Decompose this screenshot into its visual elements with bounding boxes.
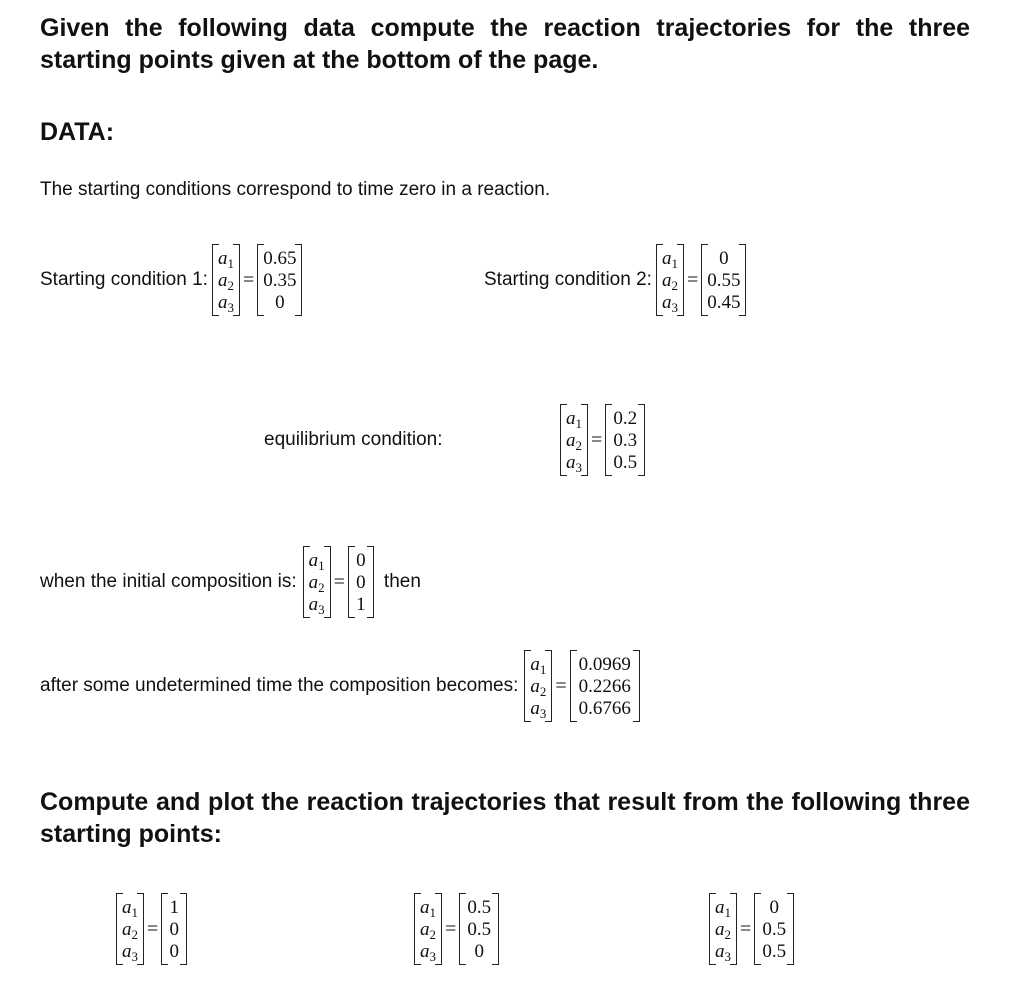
starting-point-3 [709,893,794,965]
equilibrium-condition-label: equilibrium condition: [264,429,443,450]
equilibrium-condition [560,404,645,476]
final-composition [40,650,640,722]
final-composition-values: 0.0969 0.2266 0.6766 [570,650,640,722]
variable-vector: $a_1$ $a_2$ $a_3$ [303,546,331,618]
equals-sign: = [591,428,603,451]
variable-vector: $a_1$ $a_2$ $a_3$ [212,244,240,316]
equals-sign: = [686,268,699,291]
starting-point-3-values: 0 0.5 0.5 [754,893,794,965]
starting-point-2-values: 0.5 0.5 0 [459,893,499,965]
final-composition-label: after some undetermined time the composition becomes: [40,675,519,696]
starting-point-1-values: 1 0 0 [161,893,187,965]
equals-sign: = [242,268,255,291]
starting-condition-2-label: Starting condition 2: [484,269,652,290]
variable-vector: $a_1$ $a_2$ $a_3$ [414,893,442,965]
starting-condition-1-label: Starting condition 1: [40,269,208,290]
starting-condition-1-values: 0.65 0.35 0 [257,244,302,316]
variable-vector: $a_1$ $a_2$ $a_3$ [709,893,737,965]
equals-sign: = [740,917,752,940]
starting-point-2 [414,893,499,965]
variable-vector: $a_1$ $a_2$ $a_3$ [116,893,144,965]
starting-point-1 [116,893,187,965]
equals-sign: = [445,917,457,940]
problem-statement-heading: Given the following data compute the reaction trajectories for the three starting points given at the bottom of the page. [40,14,970,74]
initial-composition-label: when the initial composition is: [40,571,297,592]
equals-sign: = [147,917,159,940]
initial-composition-values: 0 0 1 [348,546,374,618]
data-section-title: DATA: [40,118,115,146]
variable-vector: $a_1$ $a_2$ $a_3$ [656,244,684,316]
intro-text: The starting conditions correspond to time zero in a reaction. [40,179,551,200]
starting-condition-2-values: 0 0.55 0.45 [701,244,746,316]
initial-composition [40,546,421,618]
starting-condition-2 [484,244,746,316]
variable-vector: $a_1$ $a_2$ $a_3$ [560,404,588,476]
equilibrium-values: 0.2 0.3 0.5 [605,404,645,476]
starting-condition-1 [40,244,302,316]
equals-sign: = [555,674,567,697]
equals-sign: = [333,570,345,593]
compute-plot-heading: Compute and plot the reaction trajectories that result from the following three starting points: [40,788,970,848]
then-text: then [383,571,421,592]
variable-vector: $a_1$ $a_2$ $a_3$ [524,650,552,722]
